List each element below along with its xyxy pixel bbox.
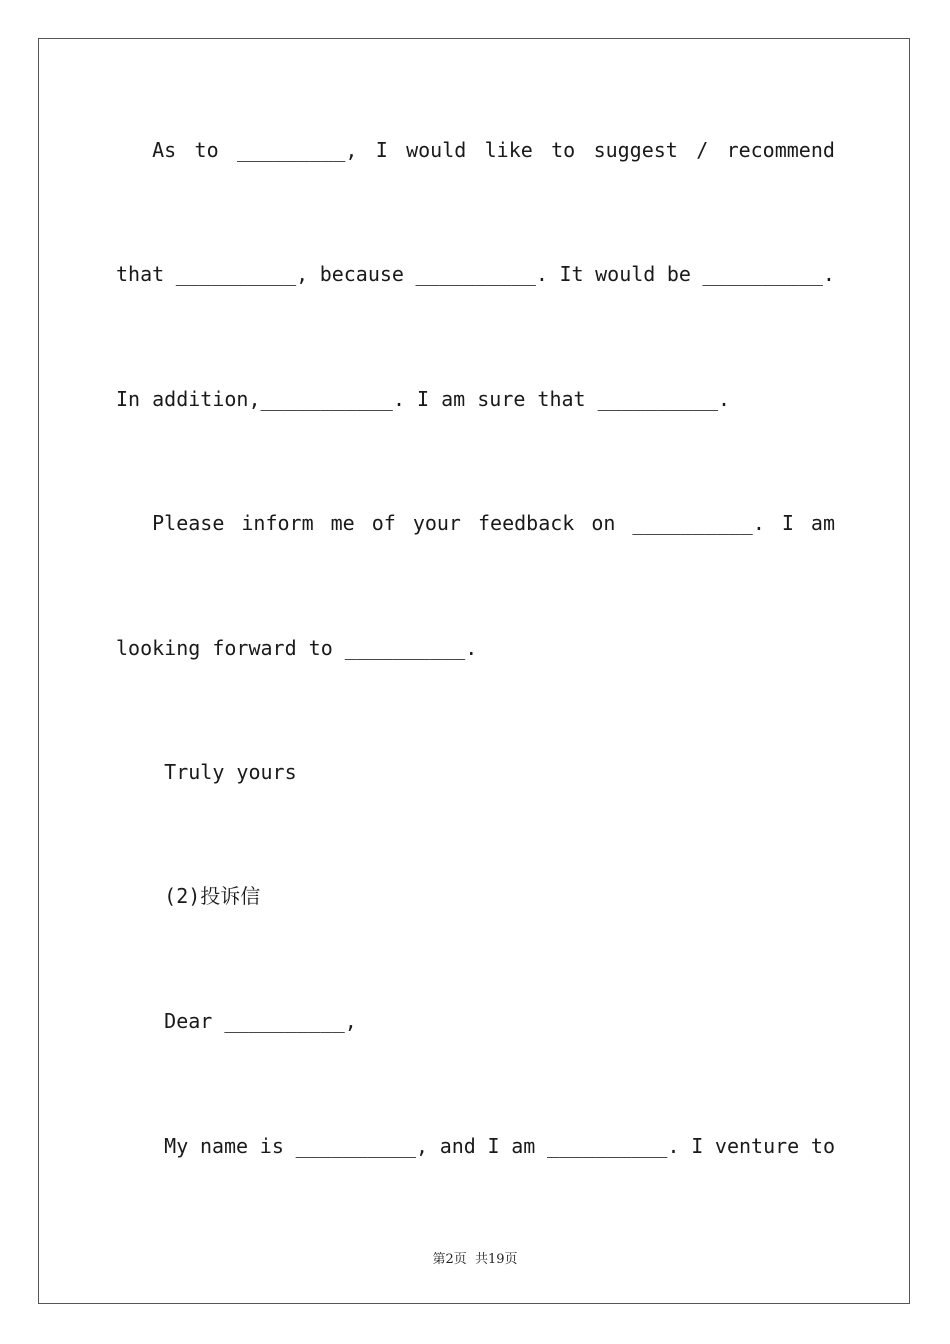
word: to <box>810 1134 835 1158</box>
word: / <box>696 138 709 162</box>
word: I <box>375 138 388 162</box>
word: on <box>591 511 616 535</box>
word: __________. <box>702 262 835 286</box>
page-footer: 第2页 共19页 <box>432 1252 518 1267</box>
word: am <box>511 1134 536 1158</box>
salutation-line: Dear __________, <box>116 1009 357 1033</box>
word: __________. <box>415 262 548 286</box>
word: feedback <box>477 511 575 535</box>
word: to <box>551 138 576 162</box>
word: and <box>439 1134 476 1158</box>
word: because <box>319 262 404 286</box>
word: I <box>781 511 794 535</box>
word: __________, <box>295 1134 429 1158</box>
word: name <box>199 1134 249 1158</box>
paragraph-line-9 <box>116 1133 835 1159</box>
word: I <box>487 1134 500 1158</box>
word: be <box>666 262 691 286</box>
word: am <box>810 511 835 535</box>
word: is <box>259 1134 284 1158</box>
word: suggest <box>593 138 678 162</box>
paragraph-line-2 <box>116 261 835 287</box>
word: your <box>412 511 461 535</box>
paragraph-line-4 <box>116 510 835 536</box>
paragraph-line-5: looking forward to __________. <box>116 636 478 660</box>
word: to <box>194 138 219 162</box>
word: __________. <box>632 511 765 535</box>
word: of <box>371 511 396 535</box>
word: would <box>406 138 467 162</box>
word: recommend <box>726 138 835 162</box>
word: venture <box>714 1134 800 1158</box>
word: like <box>484 138 533 162</box>
word: Please <box>116 511 225 535</box>
paragraph-line-1 <box>116 137 835 163</box>
paragraph-line-3: In addition,___________. I am sure that __________. <box>116 387 731 411</box>
word: As <box>116 138 177 162</box>
word: _________, <box>236 138 358 162</box>
page-border <box>38 38 910 1304</box>
closing-line: Truly yours <box>116 760 297 784</box>
word: __________, <box>175 262 309 286</box>
word: It <box>559 262 584 286</box>
word: My <box>116 1134 189 1158</box>
word: would <box>595 262 656 286</box>
word: I <box>691 1134 704 1158</box>
section-heading: (2)投诉信 <box>116 884 261 908</box>
word: __________. <box>547 1134 680 1158</box>
word: me <box>330 511 355 535</box>
word: that <box>116 262 165 286</box>
word: inform <box>241 511 314 535</box>
